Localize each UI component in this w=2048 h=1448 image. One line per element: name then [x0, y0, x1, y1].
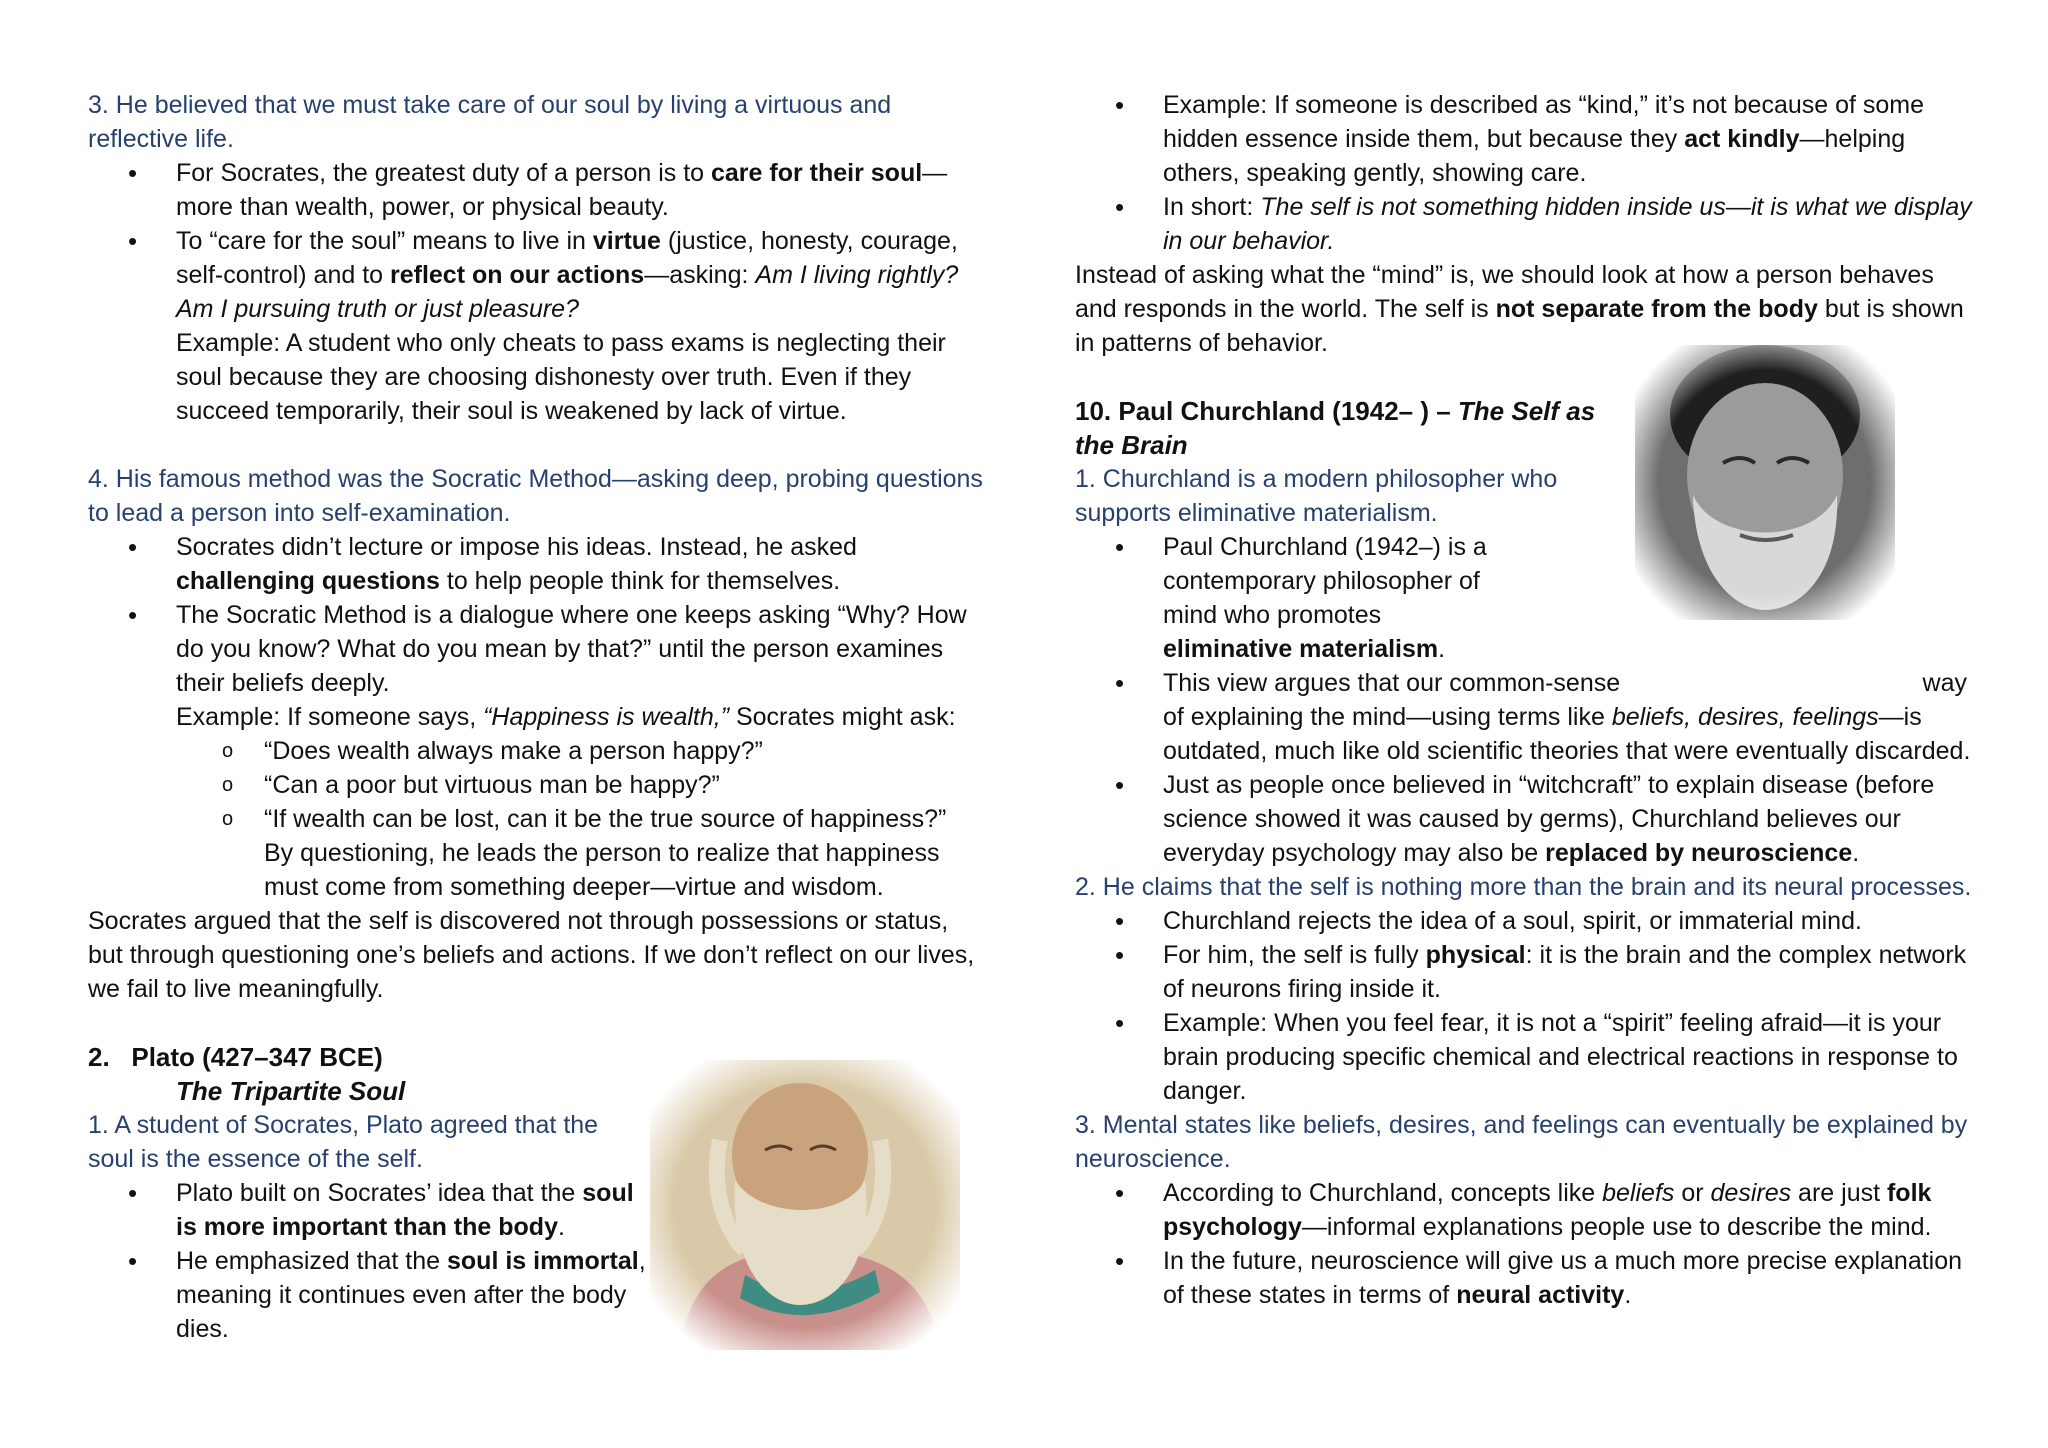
plato-section	[88, 1040, 648, 1346]
list-item: • According to Churchland, concepts like beliefs or desires are just folk psychology—informal explanations people use to describe the mind.	[1075, 1176, 1975, 1244]
list-item: • In short: The self is not something hidden inside us—it is what we display in our behavior.	[1075, 190, 1975, 258]
list-item: • In the future, neuroscience will give us a much more precise explanation of these states in terms of neural activity.	[1075, 1244, 1975, 1312]
list-item: • Example: When you feel fear, it is not a “spirit” feeling afraid—it is your brain producing specific chemical and electrical reactions in response to danger.	[1075, 1006, 1975, 1108]
section-3-title: 3. He believed that we must take care of our soul by living a virtuous and reflective life.	[88, 91, 892, 153]
list-item: • Socrates didn’t lecture or impose his ideas. Instead, he asked challenging questions to help people think for themselves.	[88, 530, 988, 598]
list-item: • Churchland rejects the idea of a soul, spirit, or immaterial mind.	[1075, 904, 1975, 938]
list-item: • To “care for the soul” means to live in virtue (justice, honesty, courage, self-control) and to reflect on our actions—asking: Am I living rightly? Am I pursuing truth or just pleasure? Example: A student who only cheats to pass exams is neglecting their soul because they are choosing dishonesty over truth. Even if they succeed temporarily, their soul is weakened by lack of virtue.	[88, 224, 988, 428]
questioning-conclusion: By questioning, he leads the person to realize that happiness must come from something deeper—virtue and wisdom.	[264, 839, 940, 901]
socratic-questions	[88, 734, 988, 904]
list-item: o “If wealth can be lost, can it be the true source of happiness?” By questioning, he leads the person to realize that happiness must come from something deeper—virtue and wisdom.	[176, 802, 988, 904]
example-text: Example: A student who only cheats to pass exams is neglecting their soul because they are choosing dishonesty over truth. Even if they succeed temporarily, their soul is weakened by lack of virtue.	[176, 329, 946, 425]
plato-subheading: The Tripartite Soul	[176, 1076, 406, 1106]
plato-point-1: 1. A student of Socrates, Plato agreed that the soul is the essence of the self.	[88, 1111, 599, 1173]
list-item: o “Can a poor but virtuous man be happy?”	[176, 768, 988, 802]
section-4-title: 4. His famous method was the Socratic Method—asking deep, probing questions to lead a person into self-examination.	[88, 465, 983, 527]
churchland-portrait	[1635, 345, 1895, 620]
churchland-heading-block	[1075, 394, 1615, 530]
section-4-list	[88, 530, 988, 734]
plato-list	[88, 1176, 648, 1346]
list-item: • For Socrates, the greatest duty of a person is to care for their soul—more than wealth, power, or physical beauty.	[88, 156, 988, 224]
list-item: • This view argues that our common-sense way of explaining the mind—using terms like beliefs, desires, feelings—is outdated, much like old scientific theories that were eventually discarded.	[1075, 666, 1975, 768]
churchland-heading: 10. Paul Churchland (1942– ) – The Self as the Brain	[1075, 396, 1596, 460]
plato-portrait	[650, 1060, 960, 1350]
list-item: • For him, the self is fully physical: it is the brain and the complex network of neurons firing inside it.	[1075, 938, 1975, 1006]
list-item: • Just as people once believed in “witchcraft” to explain disease (before science showed it was caused by germs), Churchland believes our everyday psychology may also be replaced by neuroscience.	[1075, 768, 1975, 870]
list-item: • Plato built on Socrates’ idea that the soul is more important than the body.	[88, 1176, 648, 1244]
churchland-point-3: 3. Mental states like beliefs, desires, and feelings can eventually be explained by neuroscience.	[1075, 1111, 1968, 1173]
churchland-point-1: 1. Churchland is a modern philosopher who supports eliminative materialism.	[1075, 465, 1558, 527]
list-item: • The Socratic Method is a dialogue where one keeps asking “Why? How do you know? What do you mean by that?” until the person examines their beliefs deeply. Example: If someone says, “Happiness is wealth,” Socrates might ask:	[88, 598, 988, 734]
churchland-list-2	[1075, 904, 1975, 1108]
list-item: • Paul Churchland (1942–) is a contemporary philosopher of mind who promotes eliminative materialism.	[1075, 530, 1503, 666]
behaviorism-summary: Instead of asking what the “mind” is, we should look at how a person behaves and responds in the world. The self is not separate from the body but is shown in patterns of behavior.	[1075, 261, 1964, 357]
list-item: • Example: If someone is described as “kind,” it’s not because of some hidden essence inside them, but because they act kindly—helping others, speaking gently, showing care.	[1075, 88, 1975, 190]
right-column	[1075, 88, 1975, 1312]
socrates-summary: Socrates argued that the self is discovered not through possessions or status, but through questioning one’s beliefs and actions. If we don’t reflect on our lives, we fail to live meaningfully.	[88, 907, 975, 1003]
plato-heading: 2. Plato (427–347 BCE)	[88, 1042, 383, 1072]
churchland-point-2: 2. He claims that the self is nothing more than the brain and its neural processes.	[1075, 873, 1972, 901]
behaviorism-examples	[1075, 88, 1975, 258]
list-item: • He emphasized that the soul is immortal, meaning it continues even after the body dies.	[88, 1244, 648, 1346]
example-text: Example: If someone says, “Happiness is wealth,” Socrates might ask:	[176, 703, 956, 731]
churchland-list-3	[1075, 1176, 1975, 1312]
list-item: o “Does wealth always make a person happy?”	[176, 734, 988, 768]
section-3-list	[88, 156, 988, 428]
